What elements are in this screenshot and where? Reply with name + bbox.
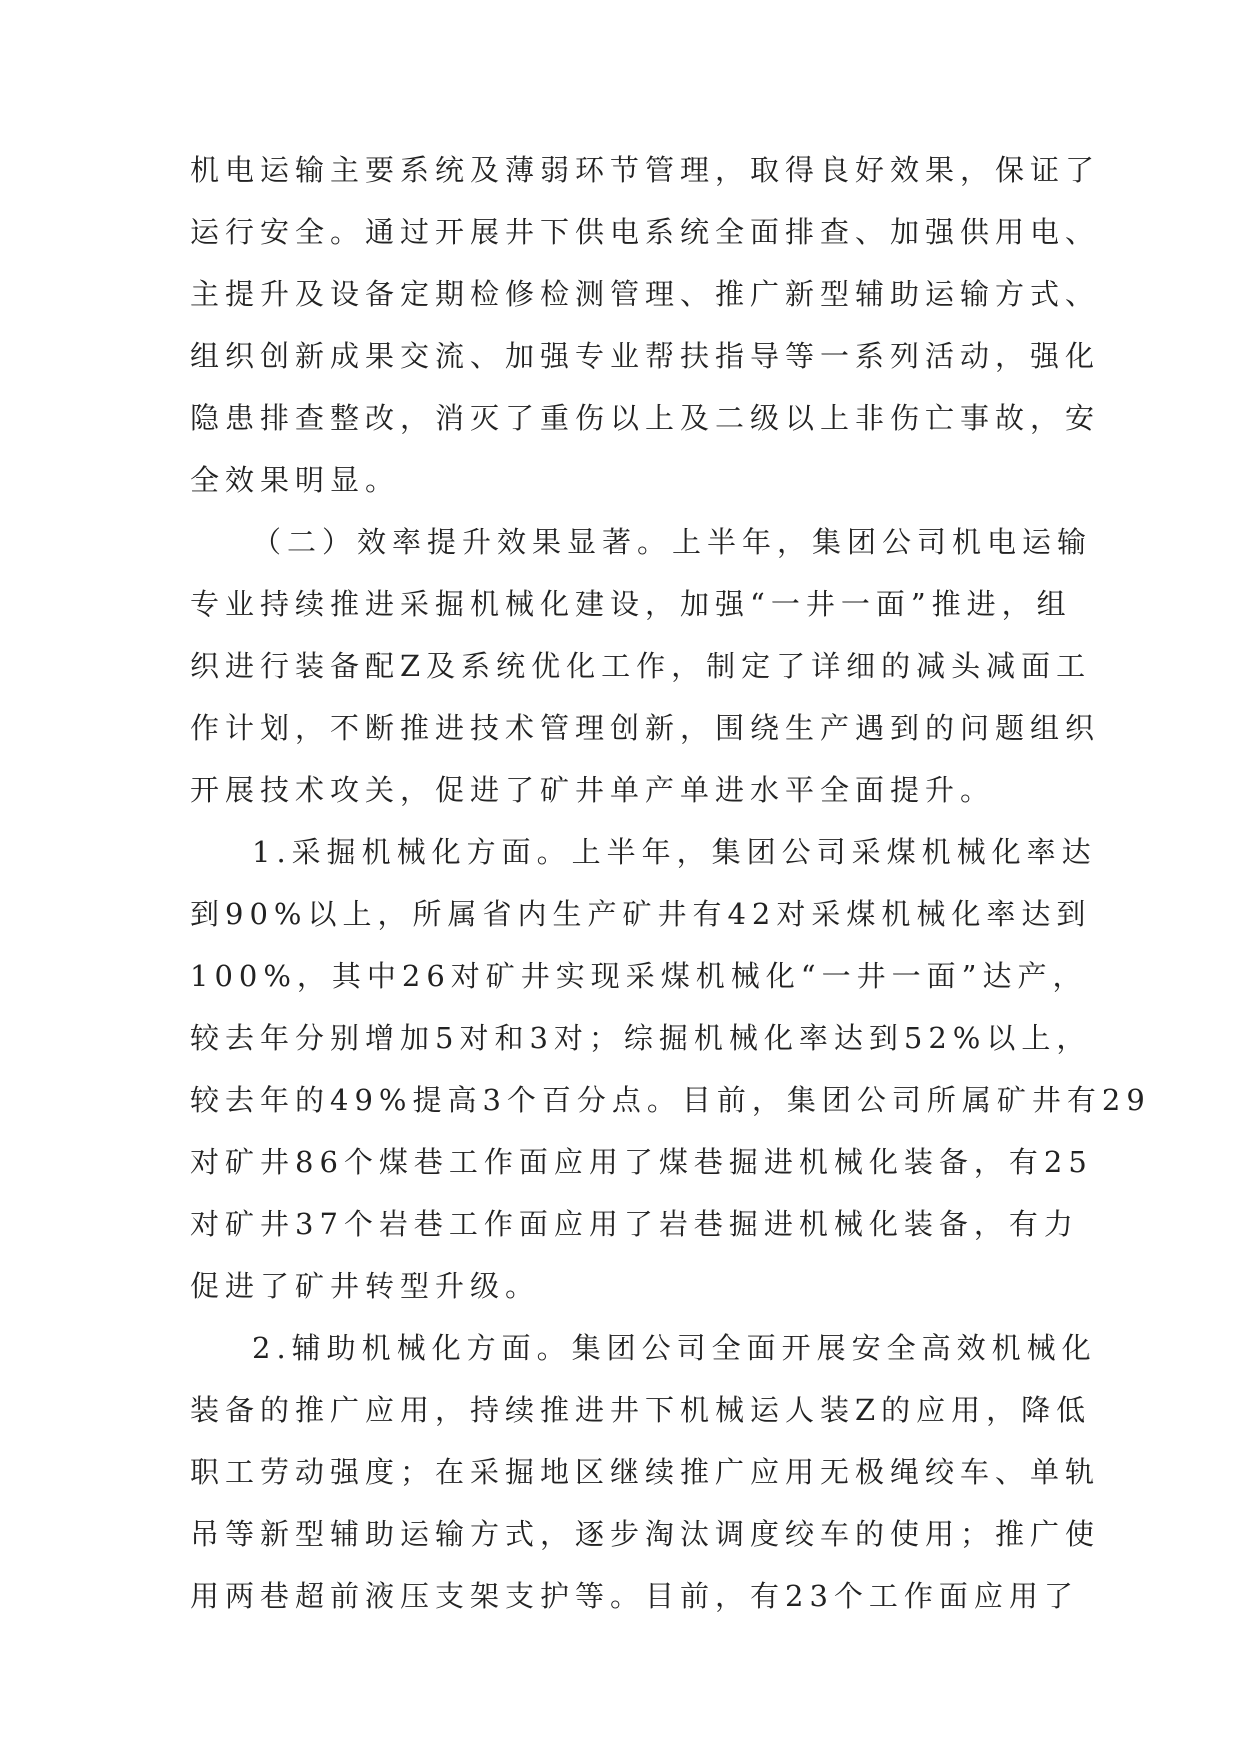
section-heading-efficiency: （二）效率提升效果显著。上半年，集团公司机电运输 (252, 525, 1093, 559)
paragraph-item-2: 2.辅助机械化方面。集团公司全面开展安全高效机械化 (252, 1331, 1097, 1365)
text-line-10: 作计划，不断推进技术管理创新，围绕生产遇到的问题组织 (190, 711, 1101, 745)
text-line-8: 专业持续推进采掘机械化建设，加强“一井一面”推进，组 (190, 587, 1072, 621)
text-line-11: 开展技术攻关，促进了矿井单产单进水平全面提升。 (190, 773, 996, 807)
text-line-14: 100%，其中26对矿井实现采煤机械化“一井一面”达产， (190, 959, 1088, 993)
text-line-17: 对矿井86个煤巷工作面应用了煤巷掘进机械化装备，有25 (190, 1145, 1093, 1179)
text-line-22: 职工劳动强度；在采掘地区继续推广应用无极绳绞车、单轨 (190, 1455, 1101, 1489)
text-line-4: 组织创新成果交流、加强专业帮扶指导等一系列活动，强化 (190, 339, 1101, 373)
text-line-16: 较去年的49%提高3个百分点。目前，集团公司所属矿井有29 (190, 1083, 1151, 1117)
text-line-1: 机电运输主要系统及薄弱环节管理，取得良好效果，保证了 (190, 153, 1101, 187)
text-line-13: 到90%以上，所属省内生产矿井有42对采煤机械化率达到 (190, 897, 1092, 931)
text-line-21: 装备的推广应用，持续推进井下机械运人装Z的应用，降低 (190, 1393, 1092, 1427)
paragraph-item-1: 1.采掘机械化方面。上半年，集团公司采煤机械化率达 (252, 835, 1097, 869)
text-line-15: 较去年分别增加5对和3对；综掘机械化率达到52%以上， (190, 1021, 1092, 1055)
text-line-2: 运行安全。通过开展井下供电系统全面排查、加强供用电、 (190, 215, 1101, 249)
text-line-9: 织进行装备配Z及系统优化工作，制定了详细的减头减面工 (190, 649, 1092, 683)
text-line-24: 用两巷超前液压支架支护等。目前，有23个工作面应用了 (190, 1579, 1079, 1613)
text-line-3: 主提升及设备定期检修检测管理、推广新型辅助运输方式、 (190, 277, 1101, 311)
text-line-19: 促进了矿井转型升级。 (190, 1269, 541, 1303)
text-line-18: 对矿井37个岩巷工作面应用了岩巷掘进机械化装备，有力 (190, 1207, 1079, 1241)
text-line-5: 隐患排查整改，消灭了重伤以上及二级以上非伤亡事故，安 (190, 401, 1101, 435)
text-line-23: 吊等新型辅助运输方式，逐步淘汰调度绞车的使用；推广使 (190, 1517, 1101, 1551)
text-line-6: 全效果明显。 (190, 463, 401, 497)
